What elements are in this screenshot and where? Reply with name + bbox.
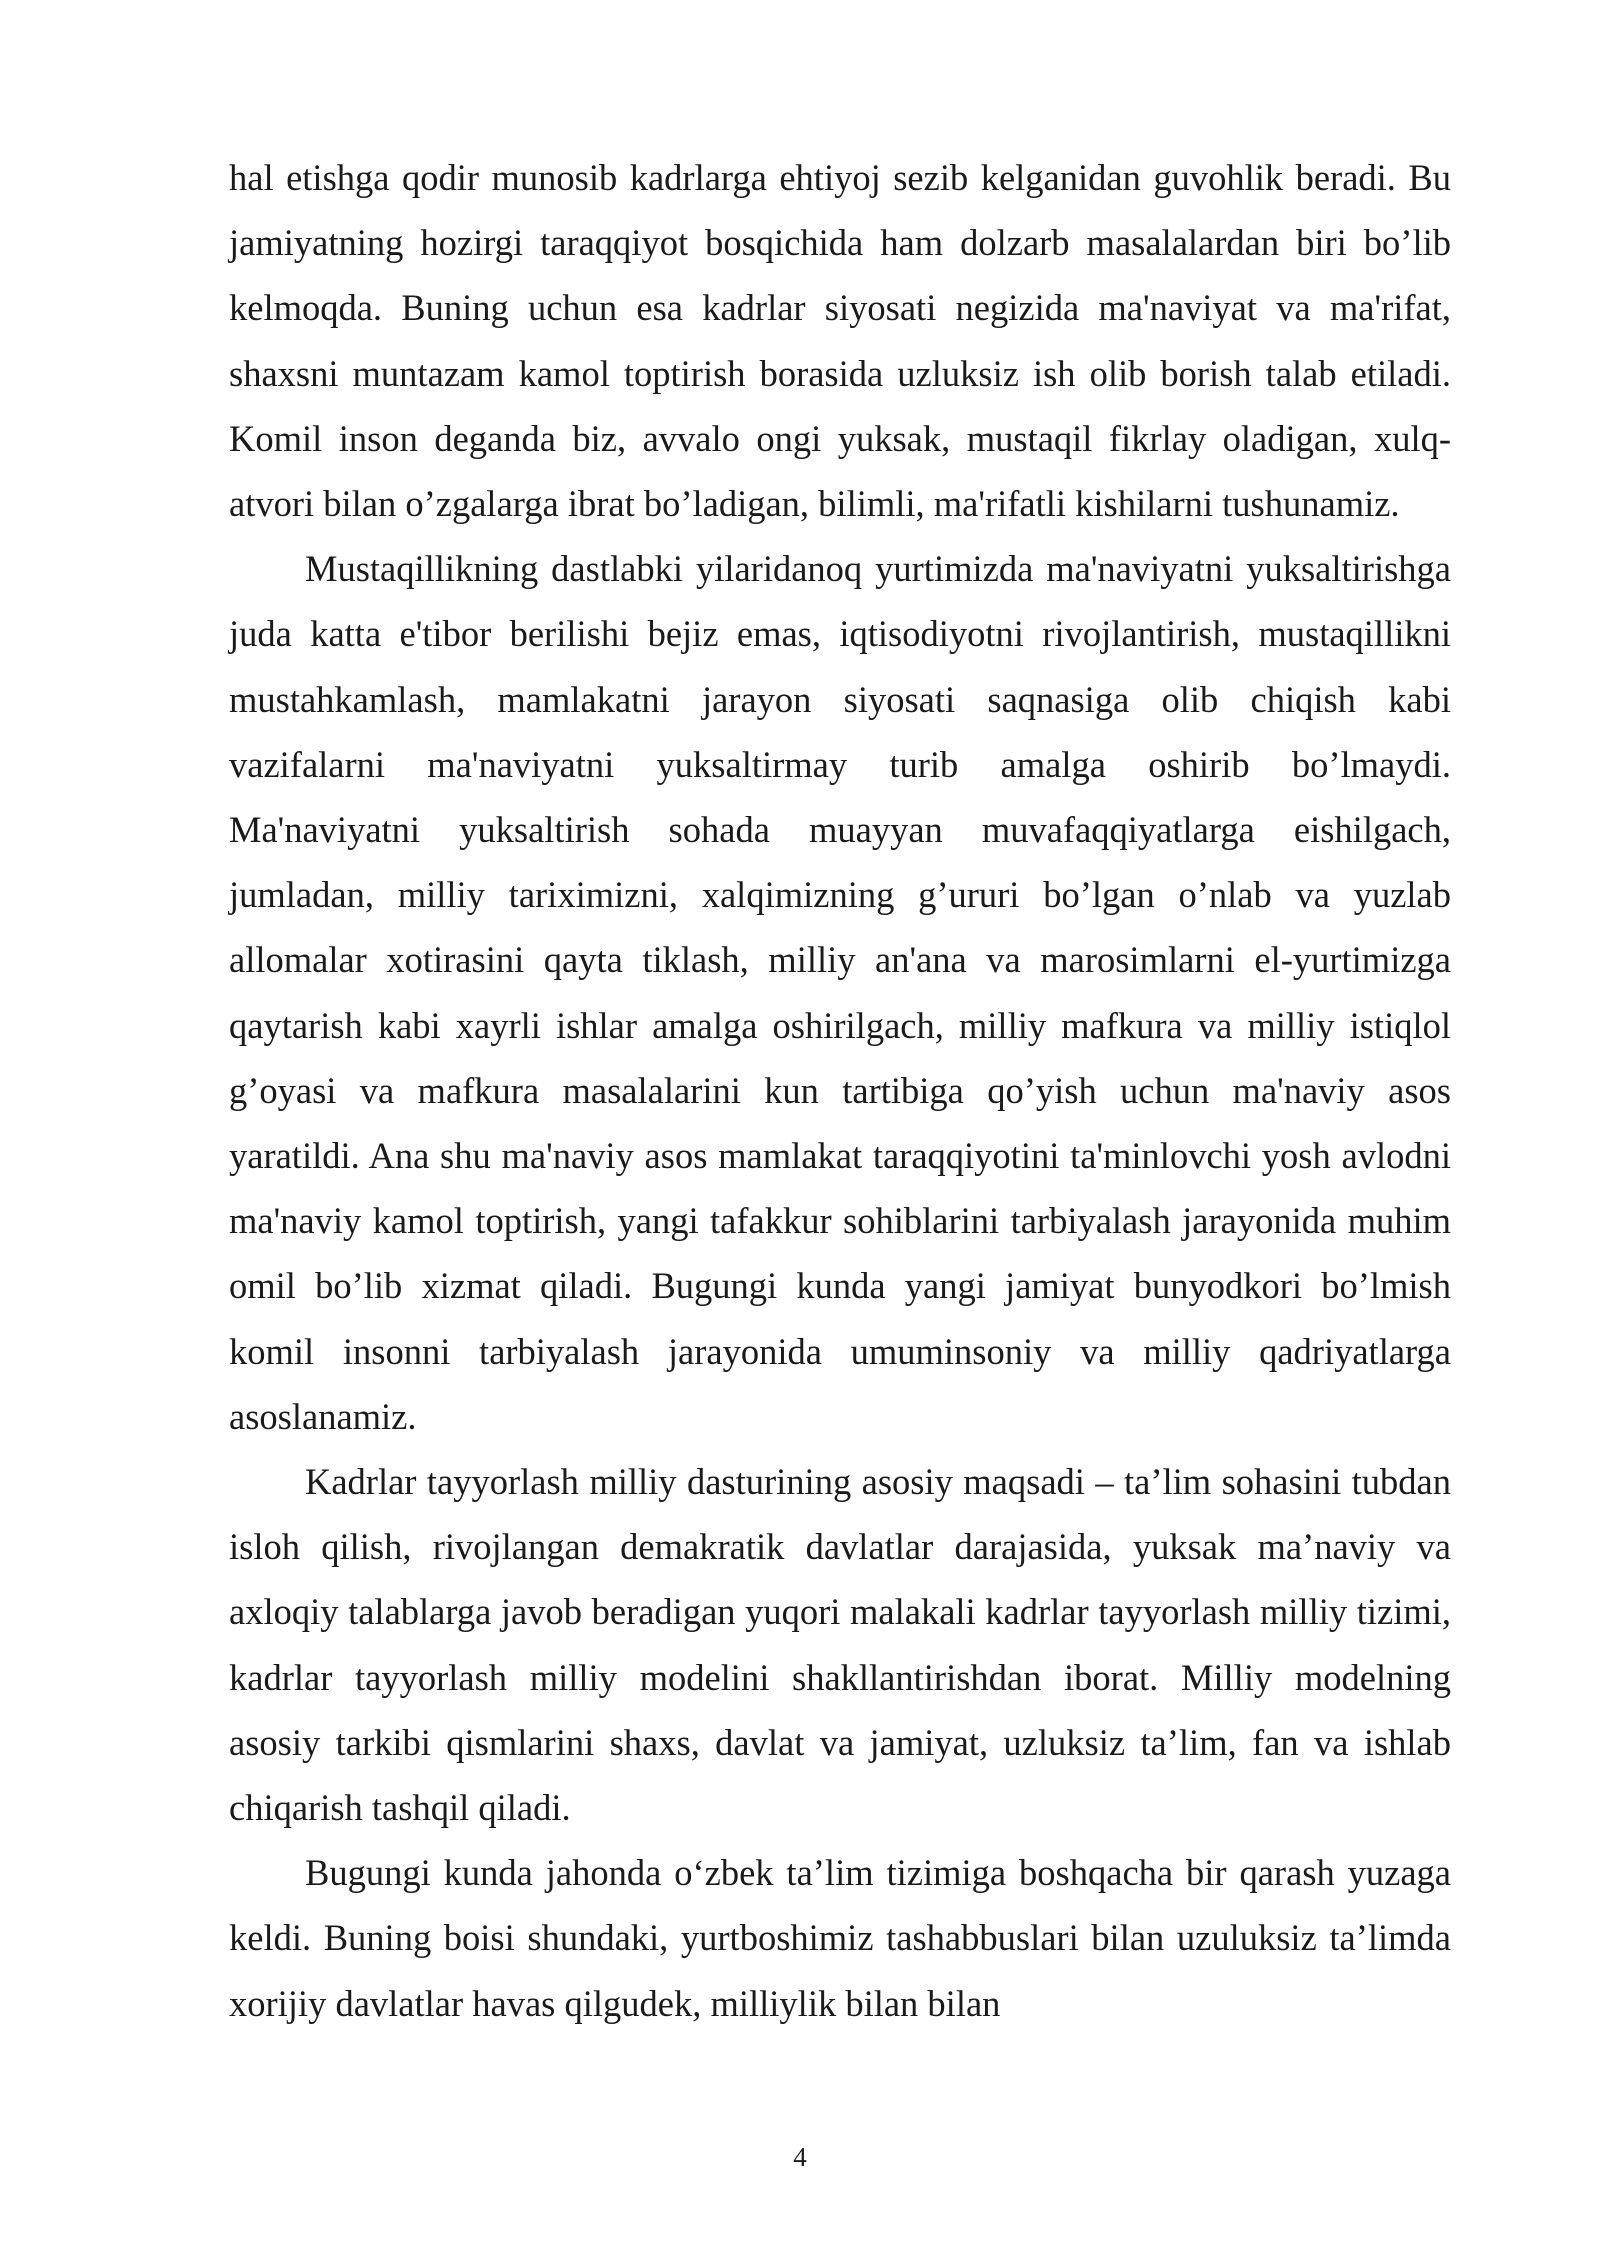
document-body [229, 145, 1451, 2036]
paragraph-4: Bugungi kunda jahonda o‘zbek ta’lim tizimiga boshqacha bir qarash yuzaga keldi. Buning boisi shundaki, yurtboshimiz tashabbuslari bilan uzuluksiz ta’limda xorijiy davlatlar havas qilgudek, milliylik bilan bilan [229, 1852, 1451, 2024]
paragraph-1: hal etishga qodir munosib kadrlarga ehtiyoj sezib kelganidan guvohlik beradi. Bu jamiyatning hozirgi taraqqiyot bosqichida ham dolzarb masalalardan biri bo’lib kelmoqda. Buning uchun esa kadrlar siyosati negizida ma'naviyat va ma'rifat, shaxsni muntazam kamol toptirish borasida uzluksiz ish olib borish talab etiladi. Komil inson deganda biz, avvalo ongi yuksak, mustaqil fikrlay oladigan, xulq-atvori bilan o’zgalarga ibrat bo’ladigan, bilimli, ma'rifatli kishilarni tushunamiz. [229, 157, 1451, 525]
page-number: 4 [793, 2142, 807, 2172]
paragraph-3: Kadrlar tayyorlash milliy dasturining asosiy maqsadi – ta’lim sohasini tubdan isloh qilish, rivojlangan demakratik davlatlar darajasida, yuksak ma’naviy va axloqiy talablarga javob beradigan yuqori malakali kadrlar tayyorlash milliy tizimi, kadrlar tayyorlash milliy modelini shakllantirishdan iborat. Milliy modelning asosiy tarkibi qismlarini shaxs, davlat va jamiyat, uzluksiz ta’lim, fan va ishlab chiqarish tashqil qiladi. [229, 1461, 1451, 1829]
paragraph-2: Mustaqillikning dastlabki yilaridanoq yurtimizda ma'naviyatni yuksaltirishga juda katta e'tibor berilishi bejiz emas, iqtisodiyotni rivojlantirish, mustaqillikni mustahkamlash, mamlakatni jarayon siyosati saqnasiga olib chiqish kabi vazifalarni ma'naviyatni yuksaltirmay turib amalga oshirib bo’lmaydi. Ma'naviyatni yuksaltirish sohada muayyan muvafaqqiyatlarga eishilgach, jumladan, milliy tariximizni, xalqimizning g’ururi bo’lgan o’nlab va yuzlab allomalar xotirasini qayta tiklash, milliy an'ana va marosimlarni el-yurtimizga qaytarish kabi xayrli ishlar amalga oshirilgach, milliy mafkura va milliy istiqlol g’oyasi va mafkura masalalarini kun tartibiga qo’yish uchun ma'naviy asos yaratildi. Ana shu ma'naviy asos mamlakat taraqqiyotini ta'minlovchi yosh avlodni ma'naviy kamol toptirish, yangi tafakkur sohiblarini tarbiyalash jarayonida muhim omil bo’lib xizmat qiladi. Bugungi kunda yangi jamiyat bunyodkori bo’lmish komil insonni tarbiyalash jarayonida umuminsoniy va milliy qadriyatlarga asoslanamiz. [229, 548, 1451, 1437]
